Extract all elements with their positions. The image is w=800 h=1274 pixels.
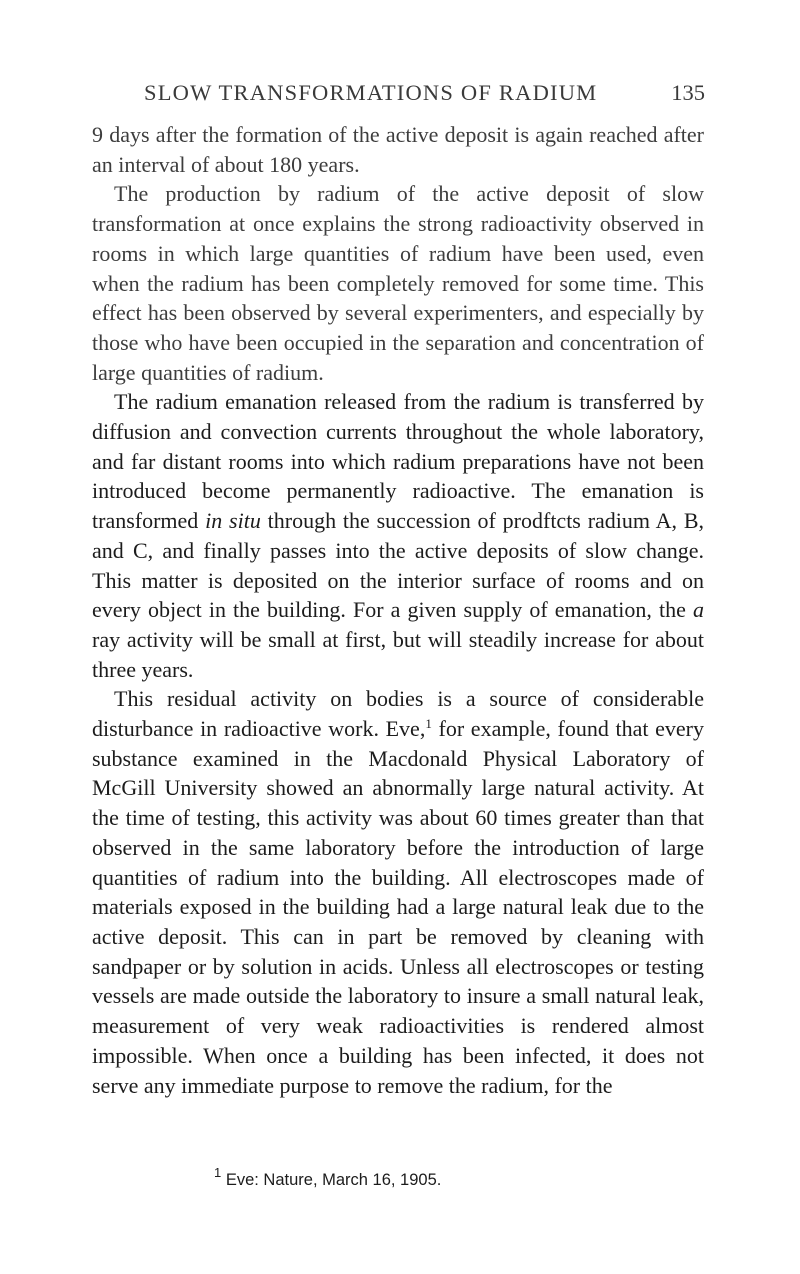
italic-alpha: a bbox=[693, 597, 704, 623]
running-head bbox=[90, 80, 705, 116]
paragraph-1: 9 days after the formation of the active deposit is again reached after an interval of about 180 years. bbox=[92, 122, 704, 177]
paragraph-3 bbox=[92, 387, 704, 684]
paragraph-2: The production by radium of the active deposit of slow transformation at once explains the strong radioactivity observed in rooms in which large quantities of radium have been used, even when the radium has been completely removed for some time. This effect has been observed by several experimenters, and especially by those who have been occupied in the separation and concentration of large quantities of radium. bbox=[92, 181, 704, 385]
paragraph-4 bbox=[92, 684, 704, 1100]
running-title: SLOW TRANSFORMATIONS OF RADIUM bbox=[144, 80, 598, 105]
paragraph-4-part-b: for example, found that every substance examined in the Macdonald Physical Laboratory of McGill University showed an abnormally large natural activity. At the time of testing, this activity was about 60 times greater than that observed in the same laboratory before the introduction of large quantities of radium into the building. All electroscopes made of materials exposed in the building had a large natural leak due to the active deposit. This can in part be removed by cleaning with sandpaper or by solution in acids. Unless all electroscopes or testing vessels are made outside the laboratory to insure a small natural leak, measurement of very weak radioactivities is rendered almost impossible. When once a building has been infected, it does not serve any immediate purpose to remove the radium, for the bbox=[92, 716, 704, 1098]
paragraph-3-part-a: The radium emanation released from the radium is transferred by diffusion and convection currents throughout the whole laboratory, and far distant rooms into which radium preparations have not been introduced become permanently radioactive. The emanation is transformed bbox=[92, 389, 704, 534]
paragraph-3-part-e: ray activity will be small at first, but will steadily increase for about three years. bbox=[92, 626, 704, 682]
italic-in-situ: in situ bbox=[205, 508, 261, 534]
footnote-text: Eve: Nature, March 16, 1905. bbox=[221, 1171, 442, 1189]
page-number: 135 bbox=[671, 80, 705, 105]
paragraph-4-part-a: This residual activity on bodies is a source of considerable disturbance in radioactive work. Eve, bbox=[92, 686, 704, 742]
footnote bbox=[214, 1165, 442, 1190]
footnote-marker: 1 bbox=[214, 1165, 222, 1180]
footnote-reference: 1 bbox=[425, 716, 432, 732]
body-text bbox=[92, 120, 704, 1100]
paragraph-3-part-c: through the succession of prodftcts radium A, B, and C, and finally passes into the active deposits of slow change. This matter is deposited on the interior surface of rooms and on every object in the building. For a given supply of emanation, the bbox=[92, 508, 704, 623]
